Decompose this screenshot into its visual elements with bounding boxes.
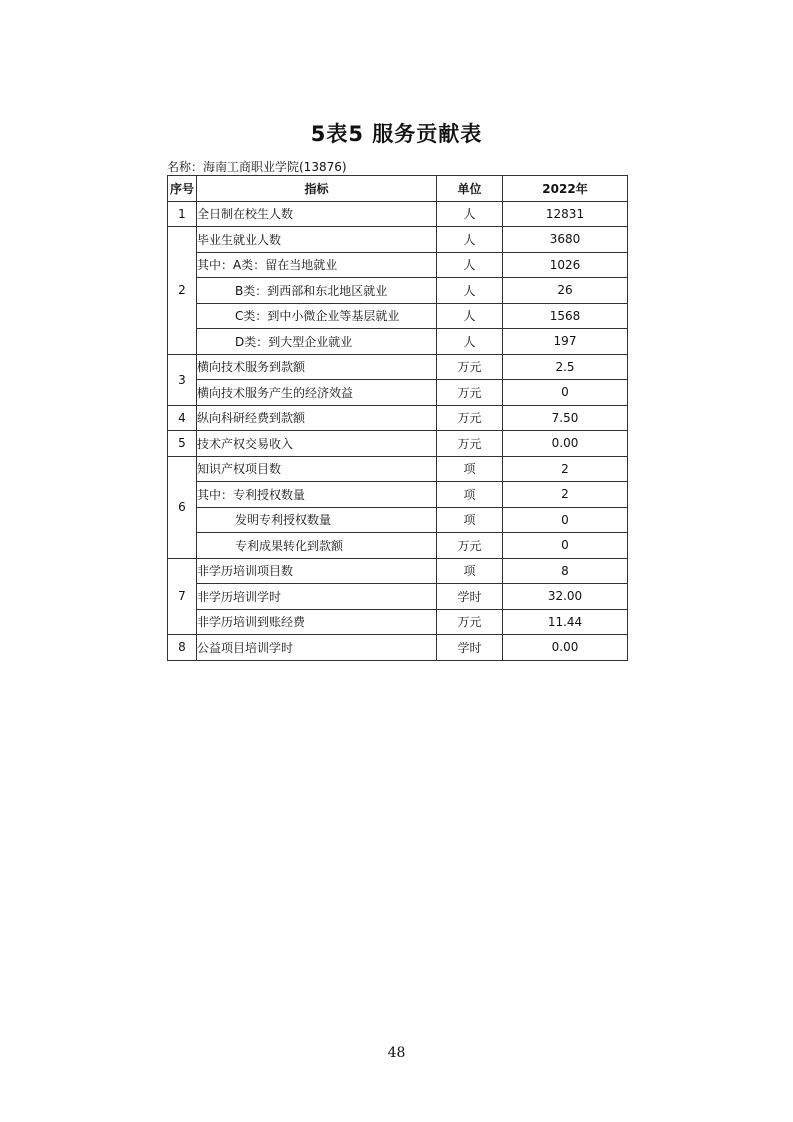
row-unit: 万元 xyxy=(437,533,503,559)
row-indicator: 其中：A类：留在当地就业 xyxy=(197,252,437,278)
row-indicator: 毕业生就业人数 xyxy=(197,227,437,253)
row-unit: 项 xyxy=(437,558,503,584)
header-unit: 单位 xyxy=(437,176,503,202)
row-indicator: 横向技术服务产生的经济效益 xyxy=(197,380,437,406)
row-value: 2.5 xyxy=(503,354,628,380)
table-body xyxy=(168,201,628,660)
row-value: 32.00 xyxy=(503,584,628,610)
table-row xyxy=(168,380,628,406)
table-row xyxy=(168,252,628,278)
table-row xyxy=(168,456,628,482)
row-unit: 万元 xyxy=(437,431,503,457)
table-row xyxy=(168,609,628,635)
page-number: 48 xyxy=(387,1045,406,1061)
table-row xyxy=(168,227,628,253)
row-value: 0 xyxy=(503,533,628,559)
row-unit: 项 xyxy=(437,507,503,533)
table-row xyxy=(168,278,628,304)
table-row xyxy=(168,201,628,227)
table-row xyxy=(168,584,628,610)
row-unit: 人 xyxy=(437,252,503,278)
row-indicator: D类：到大型企业就业 xyxy=(197,329,437,355)
row-unit: 项 xyxy=(437,456,503,482)
header-indicator: 指标 xyxy=(197,176,437,202)
row-indicator: 纵向科研经费到款额 xyxy=(197,405,437,431)
row-indicator: B类：到西部和东北地区就业 xyxy=(197,278,437,304)
table-row xyxy=(168,558,628,584)
row-indicator: 公益项目培训学时 xyxy=(197,635,437,661)
row-value: 197 xyxy=(503,329,628,355)
row-indicator: 非学历培训项目数 xyxy=(197,558,437,584)
row-value: 0 xyxy=(503,507,628,533)
table-row xyxy=(168,507,628,533)
row-indicator: 全日制在校生人数 xyxy=(197,201,437,227)
row-unit: 万元 xyxy=(437,609,503,635)
row-unit: 人 xyxy=(437,329,503,355)
row-value: 11.44 xyxy=(503,609,628,635)
row-unit: 万元 xyxy=(437,354,503,380)
row-seq: 1 xyxy=(168,201,197,227)
row-seq: 7 xyxy=(168,558,197,635)
row-indicator: 技术产权交易收入 xyxy=(197,431,437,457)
row-unit: 人 xyxy=(437,201,503,227)
table-row xyxy=(168,482,628,508)
row-value: 12831 xyxy=(503,201,628,227)
table-row xyxy=(168,533,628,559)
row-value: 3680 xyxy=(503,227,628,253)
row-value: 2 xyxy=(503,482,628,508)
row-indicator: 知识产权项目数 xyxy=(197,456,437,482)
row-unit: 学时 xyxy=(437,635,503,661)
table-row xyxy=(168,303,628,329)
row-indicator: 发明专利授权数量 xyxy=(197,507,437,533)
header-seq: 序号 xyxy=(168,176,197,202)
row-indicator: 非学历培训学时 xyxy=(197,584,437,610)
institution-name: 名称：海南工商职业学院(13876) xyxy=(167,160,347,174)
row-indicator: 横向技术服务到款额 xyxy=(197,354,437,380)
table-row xyxy=(168,405,628,431)
page-title: 5表5 服务贡献表 xyxy=(310,122,483,146)
row-seq: 3 xyxy=(168,354,197,405)
service-contribution-table xyxy=(167,175,628,661)
row-unit: 万元 xyxy=(437,380,503,406)
row-value: 0 xyxy=(503,380,628,406)
table-row xyxy=(168,354,628,380)
row-value: 7.50 xyxy=(503,405,628,431)
row-indicator: 非学历培训到账经费 xyxy=(197,609,437,635)
row-unit: 万元 xyxy=(437,405,503,431)
row-value: 8 xyxy=(503,558,628,584)
row-unit: 项 xyxy=(437,482,503,508)
row-seq: 6 xyxy=(168,456,197,558)
row-unit: 人 xyxy=(437,303,503,329)
row-seq: 5 xyxy=(168,431,197,457)
header-year: 2022年 xyxy=(503,176,628,202)
table-row xyxy=(168,431,628,457)
row-value: 1026 xyxy=(503,252,628,278)
table-row xyxy=(168,329,628,355)
row-value: 2 xyxy=(503,456,628,482)
row-indicator: 其中：专利授权数量 xyxy=(197,482,437,508)
row-unit: 人 xyxy=(437,227,503,253)
row-value: 1568 xyxy=(503,303,628,329)
row-seq: 8 xyxy=(168,635,197,661)
row-indicator: C类：到中小微企业等基层就业 xyxy=(197,303,437,329)
table-row xyxy=(168,635,628,661)
table-header-row xyxy=(168,176,628,202)
row-indicator: 专利成果转化到款额 xyxy=(197,533,437,559)
row-seq: 4 xyxy=(168,405,197,431)
row-unit: 人 xyxy=(437,278,503,304)
row-value: 0.00 xyxy=(503,431,628,457)
row-value: 26 xyxy=(503,278,628,304)
row-unit: 学时 xyxy=(437,584,503,610)
row-seq: 2 xyxy=(168,227,197,355)
row-value: 0.00 xyxy=(503,635,628,661)
